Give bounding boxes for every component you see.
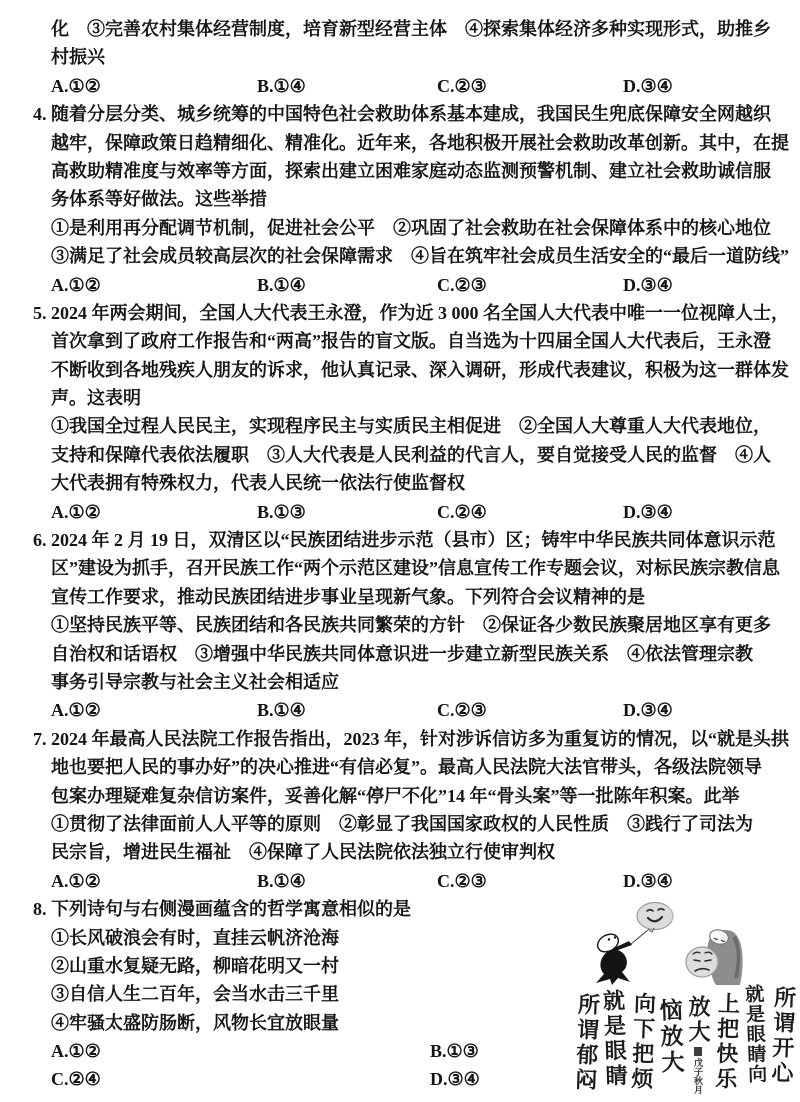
question-line bbox=[0, 15, 800, 43]
question-text: ③自信人生二百年，会当水击三千里 bbox=[51, 984, 339, 1005]
question-text: 2024 年两会期间，全国人大代表王永澄，作为近 3 000 名全国人大代表中唯一一位视障人士， bbox=[51, 302, 789, 323]
options-row bbox=[0, 72, 800, 100]
question-number: 4. bbox=[33, 104, 47, 125]
calligraphy-column: 就是眼睛 bbox=[600, 988, 629, 1090]
question-line bbox=[0, 327, 800, 355]
calligraphy-column: 恼放大 bbox=[656, 997, 684, 1077]
question-text: 声。这表明 bbox=[51, 388, 141, 409]
question-line bbox=[0, 412, 800, 440]
question-line bbox=[0, 43, 800, 71]
cartoon-calligraphy bbox=[552, 984, 796, 1102]
option-item: B.①③ bbox=[430, 1041, 479, 1062]
question-text: ①是利用再分配调节机制，促进社会公平 ②巩固了社会救助在社会保障体系中的核心地位 bbox=[51, 217, 771, 238]
question-line bbox=[0, 810, 800, 838]
question-line bbox=[0, 157, 800, 185]
option-item: D.③④ bbox=[430, 1069, 480, 1090]
question-text: ①坚持民族平等、民族团结和各民族共同繁荣的方针 ②保证各少数民族聚居地区享有更多 bbox=[51, 615, 771, 636]
option-item: C.②③ bbox=[437, 870, 487, 891]
calligraphy-column: 放大戊子秋月 bbox=[686, 995, 711, 1094]
calligraphy-column: 所谓开心 bbox=[768, 985, 798, 1087]
question-line bbox=[0, 185, 800, 213]
question-text: 高救助精准度与效率等方面，探索出建立困难家庭动态监测预警机制、建立社会救助诚信服 bbox=[51, 160, 771, 181]
option-item: A.①② bbox=[51, 274, 101, 295]
question-text: 自治权和话语权 ③增强中华民族共同体意识进一步建立新型民族关系 ④依法管理宗教 bbox=[51, 643, 753, 664]
option-item: A.①② bbox=[51, 700, 101, 721]
option-item: D.③④ bbox=[623, 870, 673, 891]
black-figure bbox=[594, 931, 632, 985]
question-text: 不断收到各地残疾人朋友的诉求，他认真记录、深入调研，形成代表建议，积极为这一群体发 bbox=[51, 359, 789, 380]
cartoon-figures bbox=[552, 890, 798, 985]
sad-balloon bbox=[686, 947, 718, 977]
question-text: 2024 年最高人民法院工作报告指出，2023 年，针对涉诉信访多为重复访的情况，以“就是头拱 bbox=[51, 728, 789, 749]
options-row bbox=[0, 696, 800, 724]
option-item: C.②③ bbox=[437, 700, 487, 721]
option-item: D.③④ bbox=[623, 75, 673, 96]
calligraphy-column: 向下把烦 bbox=[628, 991, 657, 1093]
question-line bbox=[0, 299, 800, 327]
question-text: 事务引导宗教与社会主义社会相适应 bbox=[51, 671, 339, 692]
option-item: C.②③ bbox=[437, 274, 487, 295]
question-text: 宣传工作要求，推动民族团结进步事业呈现新气象。下列符合会议精神的是 bbox=[51, 586, 645, 607]
option-item: A.①② bbox=[51, 870, 101, 891]
question-text: 支持和保障代表依法履职 ③人大代表是人民利益的代言人，要自觉接受人民的监督 ④人 bbox=[51, 444, 771, 465]
question-text: 首次拿到了政府工作报告和“两高”报告的盲文版。自当选为十四届全国人大代表后，王永澄 bbox=[51, 331, 771, 352]
option-item: D.③④ bbox=[623, 274, 673, 295]
question-text: ④牢骚太盛防肠断，风物长宜放眼量 bbox=[51, 1012, 339, 1033]
question-text: 务体系等好做法。这些举措 bbox=[51, 189, 267, 210]
question-line bbox=[0, 838, 800, 866]
calligraphy-column: 就是眼睛向 bbox=[741, 983, 767, 1085]
question-text: ③满足了社会成员较高层次的社会保障需求 ④旨在筑牢社会成员生活安全的“最后一道防线” bbox=[51, 246, 789, 267]
happy-balloon bbox=[637, 903, 674, 933]
artist-seal bbox=[694, 1047, 702, 1056]
artist-signature: 戊子秋月 bbox=[693, 1058, 703, 1094]
question-line bbox=[0, 384, 800, 412]
question-line bbox=[0, 441, 800, 469]
option-item: C.②③ bbox=[437, 75, 487, 96]
options-row bbox=[0, 271, 800, 299]
question-text: 化 ③完善农村集体经营制度，培育新型经营主体 ④探索集体经济多种实现形式，助推乡 bbox=[51, 19, 771, 39]
question-line bbox=[0, 640, 800, 668]
option-item: A.①② bbox=[51, 1041, 101, 1062]
option-item: A.①② bbox=[51, 501, 101, 522]
question-text: 大代表拥有特殊权力，代表人民统一依法行使监督权 bbox=[51, 473, 465, 494]
question-line bbox=[0, 583, 800, 611]
question-text: 包案办理疑难复杂信访案件，妥善化解“停尸不化”14 年“骨头案”等一批陈年积案。此举 bbox=[51, 785, 740, 806]
question-line bbox=[0, 356, 800, 384]
option-item: C.②④ bbox=[51, 1069, 101, 1090]
question-text: ①长风破浪会有时，直挂云帆济沧海 bbox=[51, 927, 339, 948]
question-text: 随着分层分类、城乡统筹的中国特色社会救助体系基本建成，我国民生兜底保障安全网越织 bbox=[51, 104, 771, 125]
balloon-string bbox=[631, 930, 648, 944]
calligraphy-column: 上把快乐 bbox=[712, 991, 741, 1093]
option-item: B.①④ bbox=[257, 870, 306, 891]
question-line bbox=[0, 469, 800, 497]
option-item: D.③④ bbox=[623, 700, 673, 721]
question-line bbox=[0, 242, 800, 270]
question-text: ②山重水复疑无路，柳暗花明又一村 bbox=[51, 955, 339, 976]
question-line bbox=[0, 782, 800, 810]
option-item: D.③④ bbox=[623, 501, 673, 522]
question-number: 8. bbox=[33, 899, 47, 920]
question-text: ①我国全过程人民民主，实现程序民主与实质民主相促进 ②全国人大尊重人大代表地位， bbox=[51, 416, 771, 437]
question-line bbox=[0, 100, 800, 128]
option-item: B.①③ bbox=[257, 501, 306, 522]
question-number: 6. bbox=[33, 530, 47, 551]
question-text: 2024 年 2 月 19 日，双清区以“民族团结进步示范（县市）区；铸牢中华民族共同体意识示范 bbox=[51, 530, 776, 551]
question-line bbox=[0, 526, 800, 554]
question-line bbox=[0, 129, 800, 157]
option-item: B.①④ bbox=[257, 274, 306, 295]
question-line bbox=[0, 214, 800, 242]
question-line bbox=[0, 611, 800, 639]
option-item: B.①④ bbox=[257, 700, 306, 721]
option-item: B.①④ bbox=[257, 75, 306, 96]
question-text: 村振兴 bbox=[51, 47, 105, 68]
option-item: C.②④ bbox=[437, 501, 487, 522]
question-line bbox=[0, 668, 800, 696]
question-number: 5. bbox=[33, 302, 47, 323]
question-line bbox=[0, 753, 800, 781]
question-text: 民宗旨，增进民生福祉 ④保障了人民法院依法独立行使审判权 bbox=[51, 842, 555, 863]
question-text: 越牢，保障政策日趋精细化、精准化。近年来，各地积极开展社会救助改革创新。其中，在提 bbox=[51, 132, 789, 153]
question-text: 下列诗句与右侧漫画蕴含的哲学寓意相似的是 bbox=[51, 899, 411, 920]
question-line bbox=[0, 725, 800, 753]
question-text: ①贯彻了法律面前人人平等的原则 ②彰显了我国国家政权的人民性质 ③践行了司法为 bbox=[51, 813, 753, 834]
philosophy-cartoon bbox=[552, 890, 798, 1102]
option-item: A.①② bbox=[51, 75, 101, 96]
options-row bbox=[0, 498, 800, 526]
question-line bbox=[0, 554, 800, 582]
question-number: 7. bbox=[33, 728, 47, 749]
question-text: 地也要把人民的事办好”的决心推进“有信必复”。最高人民法院大法官带头，各级法院领导 bbox=[51, 757, 762, 778]
calligraphy-column: 所谓郁闷 bbox=[572, 992, 601, 1094]
question-text: 区”建设为抓手，召开民族工作“两个示范区建设”信息宣传工作专题会议，对标民族宗教信息 bbox=[51, 558, 780, 579]
